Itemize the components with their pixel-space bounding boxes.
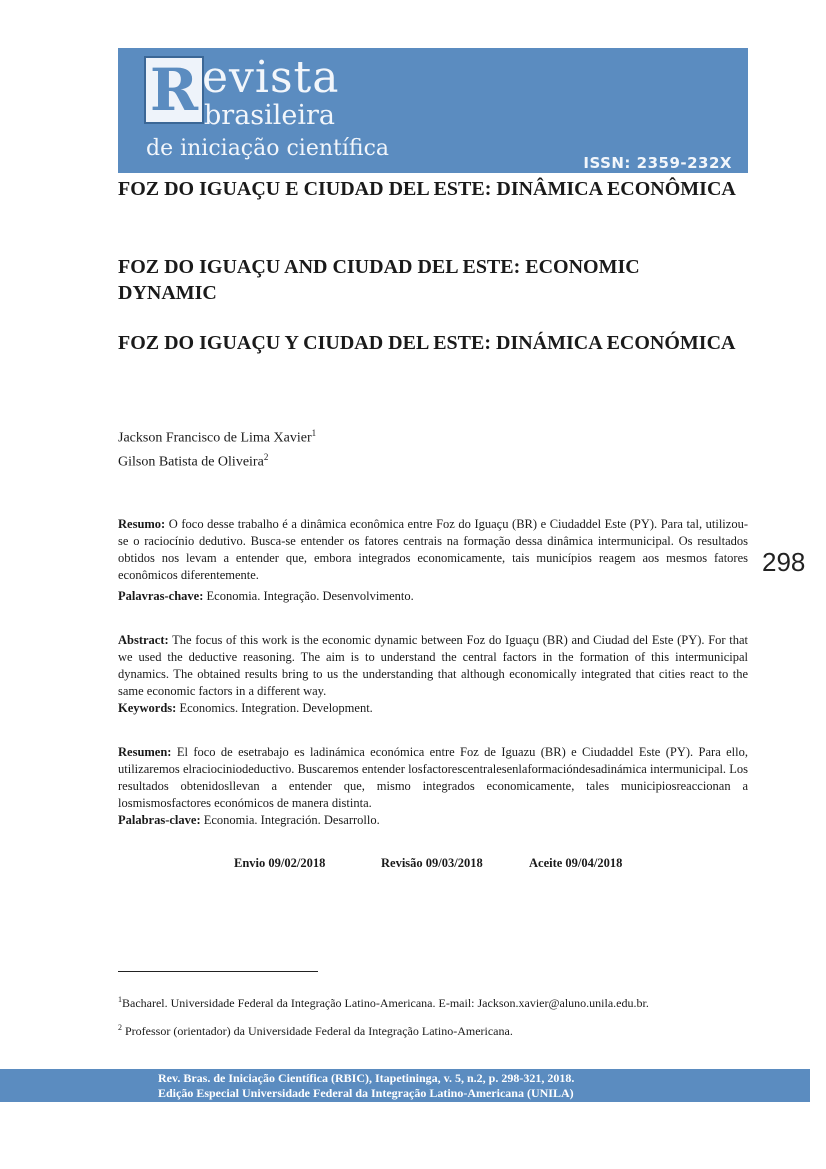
palavras-chave [118, 588, 748, 605]
keywords-label: Keywords: [118, 701, 177, 715]
resumo-label: Resumo: [118, 517, 166, 531]
footnote-text: Bacharel. Universidade Federal da Integração Latino-Americana. E-mail: Jackson.xavier@aluno.unila.edu.br. [122, 996, 649, 1010]
resumo-block [118, 516, 748, 605]
keywords [118, 700, 748, 717]
journal-logo-initial: R [144, 56, 204, 124]
palabras-clave [118, 812, 748, 829]
keywords-text: Economics. Integration. Development. [176, 701, 373, 715]
footnote-mark: 2 [118, 1023, 122, 1032]
footnote-divider [118, 971, 318, 972]
resumo-text: O foco desse trabalho é a dinâmica econômica entre Foz do Iguaçu (BR) e Ciudaddel Este (PY). Para tal, utilizou-se o raciocínio dedutivo. Busca-se entender os fatores centrais na formação dessa dinâmica intermunicipal. Os resultados obtidos nos levam a entender que, embora integrados economicamente, tais municípios reagem aos mesmos fatores econômicos diferentemente. [118, 517, 748, 582]
abstract-paragraph [118, 632, 748, 700]
footnote-text: Professor (orientador) da Universidade Federal da Integração Latino-Americana. [122, 1024, 513, 1038]
palavras-chave-label: Palavras-chave: [118, 589, 204, 603]
footnote-2 [118, 1020, 758, 1039]
abstract-text: The focus of this work is the economic dynamic between Foz do Iguaçu (BR) and Ciudad del Este (PY). For that we used the deductive reasoning. The aim is to understand the central factors in the formation of this intermunicipal dynamics. The obtained results bring to us the understanding that although economically integrated that cities react to the same economic factors in a different way. [118, 633, 748, 698]
journal-logo-word-revista: evista [202, 52, 340, 103]
title-spanish: FOZ DO IGUAÇU Y CIUDAD DEL ESTE: DINÁMICA ECONÓMICA [118, 332, 736, 354]
footer-citation [158, 1071, 574, 1101]
author-list [118, 424, 316, 471]
abstract-label: Abstract: [118, 633, 169, 647]
footer-line-2: Edição Especial Universidade Federal da Integração Latino-Americana (UNILA) [158, 1086, 574, 1100]
author-name: Jackson Francisco de Lima Xavier [118, 430, 312, 446]
footnote-mark: 1 [118, 995, 122, 1004]
abstract-block [118, 632, 748, 717]
resumen-label: Resumen: [118, 745, 172, 759]
footer-line-1: Rev. Bras. de Iniciação Científica (RBIC), Itapetininga, v. 5, n.2, p. 298-321, 2018. [158, 1071, 575, 1085]
footnote-1 [118, 992, 758, 1011]
journal-banner [118, 48, 748, 173]
page-number: 298 [762, 547, 806, 577]
footnote-mark: 1 [311, 428, 317, 438]
footer-bar [0, 1069, 810, 1102]
date-revisao: Revisão 09/03/2018 [381, 856, 483, 870]
footnote-mark: 2 [263, 451, 269, 462]
date-envio: Envio 09/02/2018 [234, 856, 326, 870]
date-aceite: Aceite 09/04/2018 [529, 856, 623, 870]
title-english: FOZ DO IGUAÇU AND CIUDAD DEL ESTE: ECONOMIC DYNAMIC [118, 256, 640, 304]
palabras-clave-label: Palabras-clave: [118, 813, 201, 827]
author-2 [118, 448, 316, 472]
title-portuguese: FOZ DO IGUAÇU E CIUDAD DEL ESTE: DINÂMICA ECONÔMICA [118, 178, 736, 200]
palavras-chave-text: Economia. Integração. Desenvolvimento. [203, 589, 414, 603]
resumen-text: El foco de esetrabajo es ladinámica económica entre Foz de Iguazu (BR) e Ciudaddel Este (PY). Para ello, utilizaremos elraciociniodeductivo. Buscaremos entender losfactorescentralesenlaformacióndesadinámica intermunicipal. Los resultados obtenidosllevan a entender que, mismo integrados economicamente, tales municipiosreaccionan a losmismosfactores económicos de manera distinta. [118, 745, 748, 810]
palabras-clave-text: Economia. Integración. Desarrollo. [200, 813, 380, 827]
journal-logo-word-brasileira: brasileira [204, 100, 336, 131]
resumen-paragraph [118, 744, 748, 812]
journal-logo-word-iniciacao: de iniciação científica [146, 136, 390, 161]
issn-label: ISSN: 2359-232X [583, 154, 732, 172]
author-name: Gilson Batista de Oliveira [118, 454, 264, 470]
author-1 [118, 424, 316, 448]
resumo-paragraph [118, 516, 748, 584]
resumen-block [118, 744, 748, 829]
